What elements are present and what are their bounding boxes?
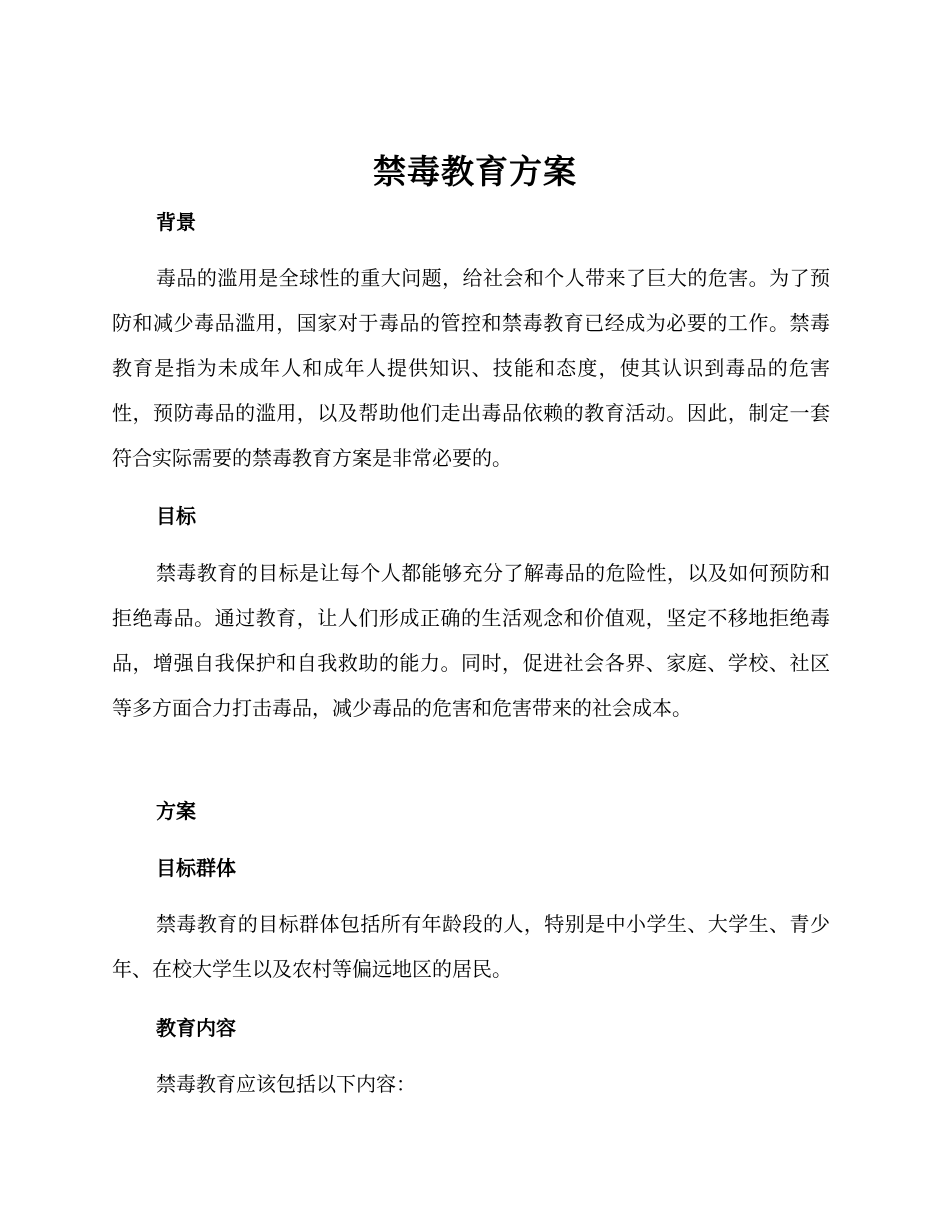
paragraph-goal: 禁毒教育的目标是让每个人都能够充分了解毒品的危险性，以及如何预防和拒绝毒品。通过教育，让人们形成正确的生活观念和价值观，坚定不移地拒绝毒品，增强自我保护和自我救助的能力。同时，促进社会各界、家庭、学校、社区等多方面合力打击毒品，减少毒品的危害和危害带来的社会成本。 xyxy=(112,561,830,720)
subsection-heading-content: 教育内容 xyxy=(156,1016,236,1040)
subsection-heading-target-group: 目标群体 xyxy=(156,856,236,880)
document-title: 禁毒教育方案 xyxy=(373,152,577,191)
section-heading-background: 背景 xyxy=(156,210,196,234)
paragraph-background: 毒品的滥用是全球性的重大问题，给社会和个人带来了巨大的危害。为了预防和减少毒品滥用，国家对于毒品的管控和禁毒教育已经成为必要的工作。禁毒教育是指为未成年人和成年人提供知识、技能和态度，使其认识到毒品的危害性，预防毒品的滥用，以及帮助他们走出毒品依赖的教育活动。因此，制定一套符合实际需要的禁毒教育方案是非常必要的。 xyxy=(112,266,830,470)
paragraph-target-group: 禁毒教育的目标群体包括所有年龄段的人，特别是中小学生、大学生、青少年、在校大学生以及农村等偏远地区的居民。 xyxy=(112,912,830,981)
section-heading-plan: 方案 xyxy=(156,799,196,823)
section-heading-goal: 目标 xyxy=(156,504,196,528)
paragraph-content: 禁毒教育应该包括以下内容： xyxy=(156,1072,416,1096)
